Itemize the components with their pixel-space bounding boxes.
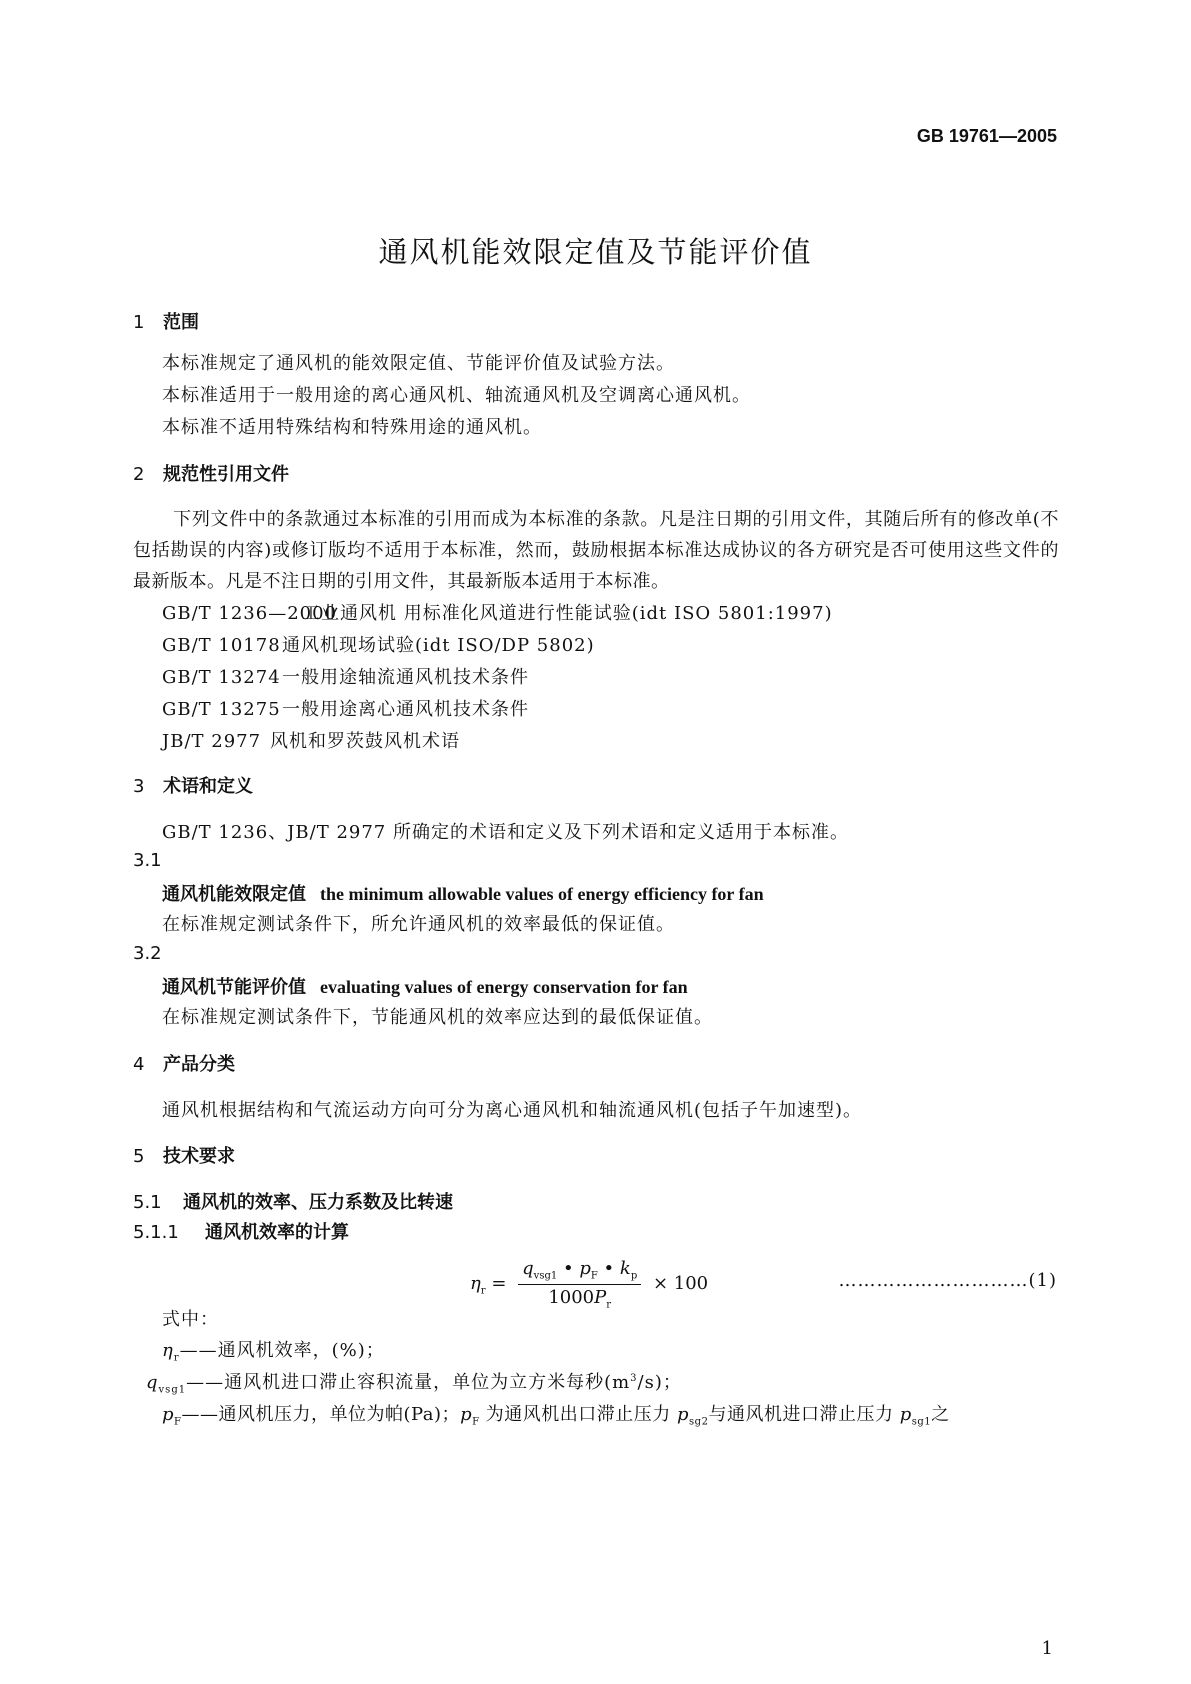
section-number: 4 bbox=[133, 1054, 145, 1075]
term-number: 3.2 bbox=[133, 943, 162, 964]
reference-item bbox=[162, 695, 529, 721]
term-heading bbox=[162, 973, 688, 999]
formula-numerator: $q_{vsg1}$ • $p_F$ • $k_p$ bbox=[518, 1258, 641, 1285]
paragraph-text: 下列文件中的条款通过本标准的引用而成为本标准的条款。凡是注日期的引用文件，其随后所有的修改单(不包括勘误的内容)或修订版均不适用于本标准，然而，鼓励根据本标准达成协议的各方研究是否可使用这些文件的最新版本。凡是不注日期的引用文件，其最新版本适用于本标准。 bbox=[133, 509, 1059, 592]
paragraph: GB/T 1236、JB/T 2977 所确定的术语和定义及下列术语和定义适用于本标准。 bbox=[162, 822, 849, 843]
section-title: 规范性引用文件 bbox=[163, 464, 289, 485]
subsubsection-title: 通风机效率的计算 bbox=[205, 1222, 349, 1243]
paragraph bbox=[133, 504, 1059, 597]
section-4-heading bbox=[133, 1050, 235, 1076]
reference-title: 风机和罗茨鼓风机术语 bbox=[270, 731, 460, 752]
formula-multiplier: × 100 bbox=[652, 1273, 709, 1295]
reference-code: GB/T 10178 bbox=[162, 635, 281, 656]
variable-definition: $p_F——$通风机压力，单位为帕(Pa)；$p_F$ 为通风机出口滞止压力 $p_{sg2}$与通风机进口滞止压力 $p_{sg1}$之 bbox=[162, 1404, 950, 1428]
section-number: 5 bbox=[133, 1146, 145, 1167]
paragraph: 本标准适用于一般用途的离心通风机、轴流通风机及空调离心通风机。 bbox=[162, 385, 751, 406]
subsection-heading bbox=[133, 1188, 453, 1214]
paragraph: 通风机根据结构和气流运动方向可分为离心通风机和轴流通风机(包括子午加速型)。 bbox=[162, 1100, 863, 1121]
section-number: 1 bbox=[133, 312, 145, 333]
formula-lhs: $\eta_r$ bbox=[470, 1273, 486, 1297]
section-title: 技术要求 bbox=[163, 1146, 235, 1167]
subsection-title: 通风机的效率、压力系数及比转速 bbox=[183, 1192, 453, 1213]
term-definition: 在标准规定测试条件下，节能通风机的效率应达到的最低保证值。 bbox=[162, 1007, 713, 1028]
reference-item bbox=[162, 663, 529, 689]
term-heading bbox=[162, 880, 764, 906]
section-number: 2 bbox=[133, 464, 145, 485]
formula-fraction bbox=[518, 1258, 641, 1310]
term-en: the minimum allowable values of energy efficiency for fan bbox=[320, 884, 764, 904]
term-cn: 通风机节能评价值 bbox=[162, 977, 306, 998]
reference-title: 通风机现场试验(idt ISO/DP 5802) bbox=[282, 635, 595, 656]
reference-title: 一般用途离心通风机技术条件 bbox=[282, 699, 529, 720]
efficiency-formula bbox=[470, 1258, 708, 1310]
section-5-heading bbox=[133, 1142, 235, 1168]
formula-equals: = bbox=[491, 1273, 507, 1295]
standard-number: GB 19761—2005 bbox=[916, 126, 1057, 146]
equation-number: …………………………(1) bbox=[838, 1270, 1057, 1291]
where-label: 式中： bbox=[162, 1309, 219, 1330]
formula-denominator: $1000P_r$ bbox=[548, 1286, 612, 1311]
reference-title: 工业通风机 用标准化风道进行性能试验(idt ISO 5801:1997) bbox=[302, 603, 833, 624]
section-number: 3 bbox=[133, 776, 145, 797]
reference-code: GB/T 13275 bbox=[162, 699, 281, 720]
term-definition: 在标准规定测试条件下，所允许通风机的效率最低的保证值。 bbox=[162, 914, 675, 935]
reference-item bbox=[162, 599, 833, 625]
section-1-heading bbox=[133, 308, 199, 334]
variable-definition: $q_{vsg1}——$通风机进口滞止容积流量，单位为立方米每秒$(m^3/s)$； bbox=[146, 1372, 682, 1396]
reference-code: GB/T 13274 bbox=[162, 667, 281, 688]
section-2-heading bbox=[133, 460, 289, 486]
page-title: 通风机能效限定值及节能评价值 bbox=[378, 235, 813, 269]
term-cn: 通风机能效限定值 bbox=[162, 884, 306, 905]
reference-title: 一般用途轴流通风机技术条件 bbox=[282, 667, 529, 688]
subsubsection-number: 5.1.1 bbox=[133, 1222, 179, 1243]
paragraph: 本标准规定了通风机的能效限定值、节能评价值及试验方法。 bbox=[162, 353, 675, 374]
reference-item bbox=[162, 727, 460, 753]
reference-item bbox=[162, 631, 595, 657]
term-en: evaluating values of energy conservation for fan bbox=[320, 977, 688, 997]
term-number: 3.1 bbox=[133, 850, 162, 871]
subsection-number: 5.1 bbox=[133, 1192, 162, 1213]
reference-code: GB/T 1236—2000 bbox=[162, 603, 338, 624]
section-title: 术语和定义 bbox=[163, 776, 253, 797]
page-number: 1 bbox=[1041, 1638, 1053, 1659]
section-title: 产品分类 bbox=[163, 1054, 235, 1075]
reference-code: JB/T 2977 bbox=[162, 731, 262, 752]
section-title: 范围 bbox=[163, 312, 199, 333]
paragraph: 本标准不适用特殊结构和特殊用途的通风机。 bbox=[162, 417, 542, 438]
section-3-heading bbox=[133, 772, 253, 798]
subsubsection-heading bbox=[133, 1218, 349, 1244]
variable-definition: $\eta_r——$通风机效率，(%)； bbox=[162, 1340, 385, 1364]
